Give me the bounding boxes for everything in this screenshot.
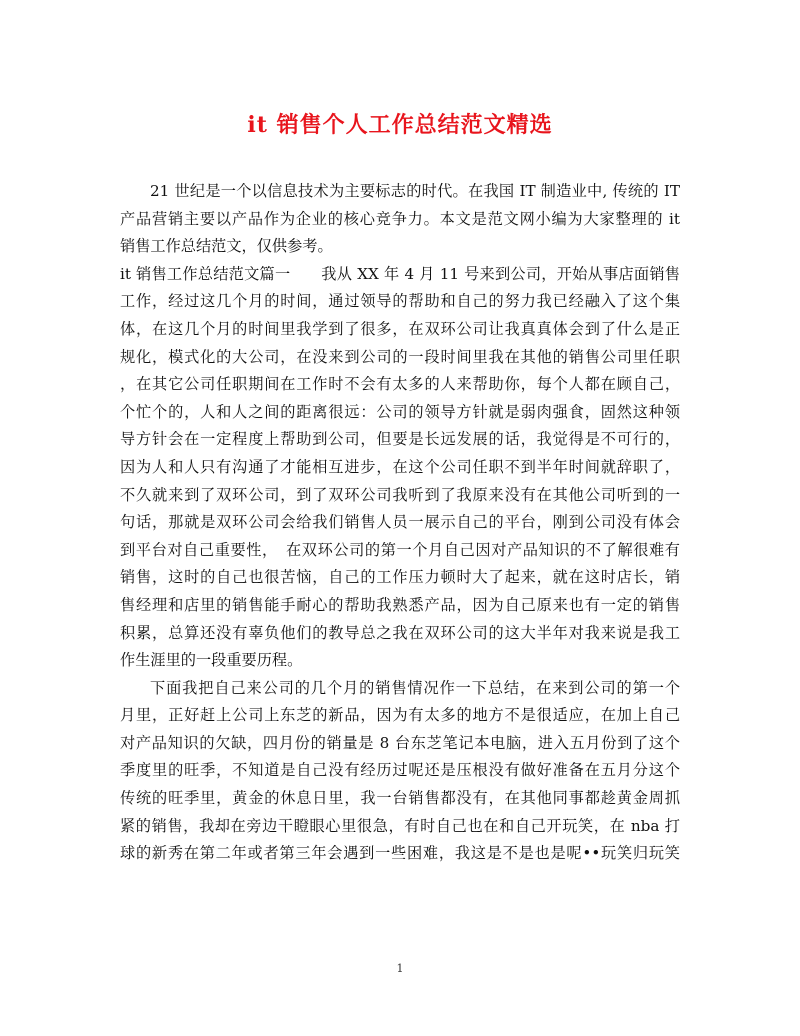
document-title: it 销售个人工作总结范文精选 <box>247 112 553 138</box>
paragraph-line: 到平台对自己重要性， 在双环公司的第一个月自己因对产品知识的不了解很难有 <box>120 540 680 559</box>
paragraph-line: 产品营销主要以产品作为企业的核心竞争力。本文是范文网小编为大家整理的 it <box>120 209 680 228</box>
paragraph-line: 工作，经过这几个月的时间，通过领导的帮助和自己的努力我已经融入了这个集 <box>120 292 680 311</box>
paragraph-line: 规化，模式化的大公司，在没来到公司的一段时间里我在其他的销售公司里任职 <box>120 347 680 366</box>
paragraph-line: 月里，正好赶上公司上东芝的新品，因为有太多的地方不是很适应，在加上自己 <box>120 706 680 725</box>
paragraph-line: 对产品知识的欠缺，四月份的销量是 8 台东芝笔记本电脑，进入五月份到了这个 <box>120 733 680 752</box>
paragraph-line: 销售，这时的自己也很苦恼，自己的工作压力顿时大了起来，就在这时店长，销 <box>120 568 680 587</box>
paragraph-line: 导方针会在一定程度上帮助到公司，但要是长远发展的话，我觉得是不可行的， <box>120 430 680 449</box>
paragraph-line: 积累，总算还没有辜负他们的教导总之我在双环公司的这大半年对我来说是我工 <box>120 623 680 642</box>
paragraph-line: 句话，那就是双环公司会给我们销售人员一展示自己的平台，刚到公司没有体会 <box>120 513 680 532</box>
paragraph-line: 球的新秀在第二年或者第三年会遇到一些困难，我这是不是也是呢••玩笑归玩笑 <box>120 844 680 863</box>
paragraph-line: 个忙个的，人和人之间的距离很远：公司的领导方针就是弱肉强食，固然这种领 <box>120 402 680 421</box>
document-body <box>120 178 680 868</box>
paragraph-line: 传统的旺季里，黄金的休息日里，我一台销售都没有，在其他同事都趁黄金周抓 <box>120 789 680 808</box>
paragraph-line: ，在其它公司任职期间在工作时不会有太多的人来帮助你，每个人都在顾自己， <box>120 375 680 394</box>
paragraph-line: 销售工作总结范文，仅供参考。 <box>120 237 333 256</box>
paragraph-line: 售经理和店里的销售能手耐心的帮助我熟悉产品，因为自己原来也有一定的销售 <box>120 595 680 614</box>
paragraph-line: 季度里的旺季，不知道是自己没有经历过呢还是压根没有做好准备在五月分这个 <box>120 761 680 780</box>
paragraph-line: it 销售工作总结范文篇一 我从 XX 年 4 月 11 号来到公司，开始从事店面销售 <box>120 264 680 283</box>
paragraph-line: 21 世纪是一个以信息技术为主要标志的时代。在我国 IT 制造业中, 传统的 IT <box>150 182 680 200</box>
paragraph-line: 紧的销售，我却在旁边干瞪眼心里很急，有时自己也在和自己开玩笑，在 nba 打 <box>120 816 680 835</box>
paragraph-line: 不久就来到了双环公司，到了双环公司我听到了我原来没有在其他公司听到的一 <box>120 485 680 504</box>
page-number: 1 <box>396 962 404 975</box>
paragraph-line: 下面我把自己来公司的几个月的销售情况作一下总结，在来到公司的第一个 <box>150 678 680 697</box>
paragraph-line: 作生涯里的一段重要历程。 <box>120 651 303 670</box>
paragraph-line: 因为人和人只有沟通了才能相互进步，在这个公司任职不到半年时间就辞职了， <box>120 457 680 476</box>
paragraph-line: 体，在这几个月的时间里我学到了很多，在双环公司让我真真体会到了什么是正 <box>120 319 680 338</box>
